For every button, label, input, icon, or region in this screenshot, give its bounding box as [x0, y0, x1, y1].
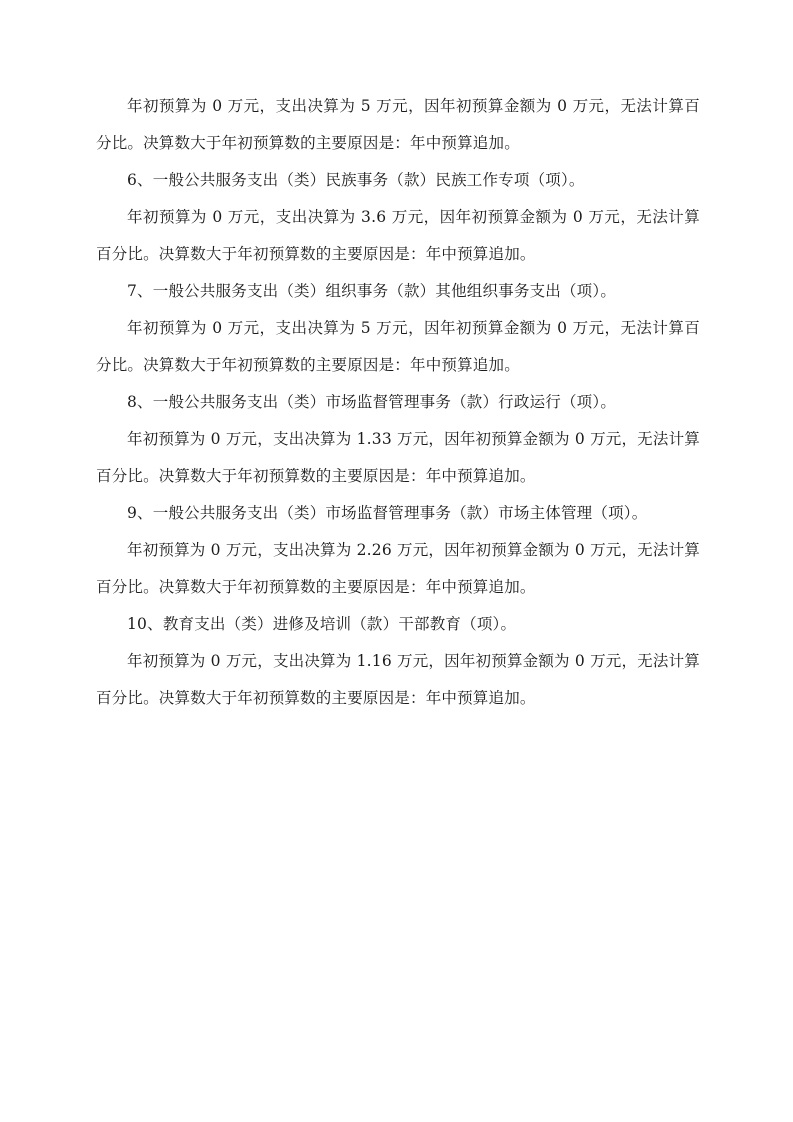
paragraph: 年初预算为 0 万元，支出决算为 5 万元，因年初预算金额为 0 万元，无法计算百分比。决算数大于年初预算数的主要原因是：年中预算追加。 [96, 97, 700, 152]
paragraph: 6、一般公共服务支出（类）民族事务（款）民族工作专项（项）。 [127, 171, 585, 189]
paragraph: 年初预算为 0 万元，支出决算为 2.26 万元，因年初预算金额为 0 万元，无法计算百分比。决算数大于年初预算数的主要原因是：年中预算追加。 [96, 541, 700, 596]
paragraph: 9、一般公共服务支出（类）市场监督管理事务（款）市场主体管理（项）。 [127, 504, 648, 522]
paragraph: 年初预算为 0 万元，支出决算为 5 万元，因年初预算金额为 0 万元，无法计算百分比。决算数大于年初预算数的主要原因是：年中预算追加。 [96, 319, 700, 374]
paragraph: 年初预算为 0 万元，支出决算为 1.33 万元，因年初预算金额为 0 万元，无法计算百分比。决算数大于年初预算数的主要原因是：年中预算追加。 [96, 430, 700, 485]
paragraph: 7、一般公共服务支出（类）组织事务（款）其他组织事务支出（项）。 [127, 282, 617, 300]
paragraph: 年初预算为 0 万元，支出决算为 3.6 万元，因年初预算金额为 0 万元，无法计算百分比。决算数大于年初预算数的主要原因是：年中预算追加。 [96, 208, 700, 263]
paragraph: 10、教育支出（类）进修及培训（款）干部教育（项）。 [127, 615, 517, 633]
paragraph: 年初预算为 0 万元，支出决算为 1.16 万元，因年初预算金额为 0 万元，无法计算百分比。决算数大于年初预算数的主要原因是：年中预算追加。 [96, 652, 700, 707]
paragraph: 8、一般公共服务支出（类）市场监督管理事务（款）行政运行（项）。 [127, 393, 617, 411]
document-body [96, 88, 700, 717]
